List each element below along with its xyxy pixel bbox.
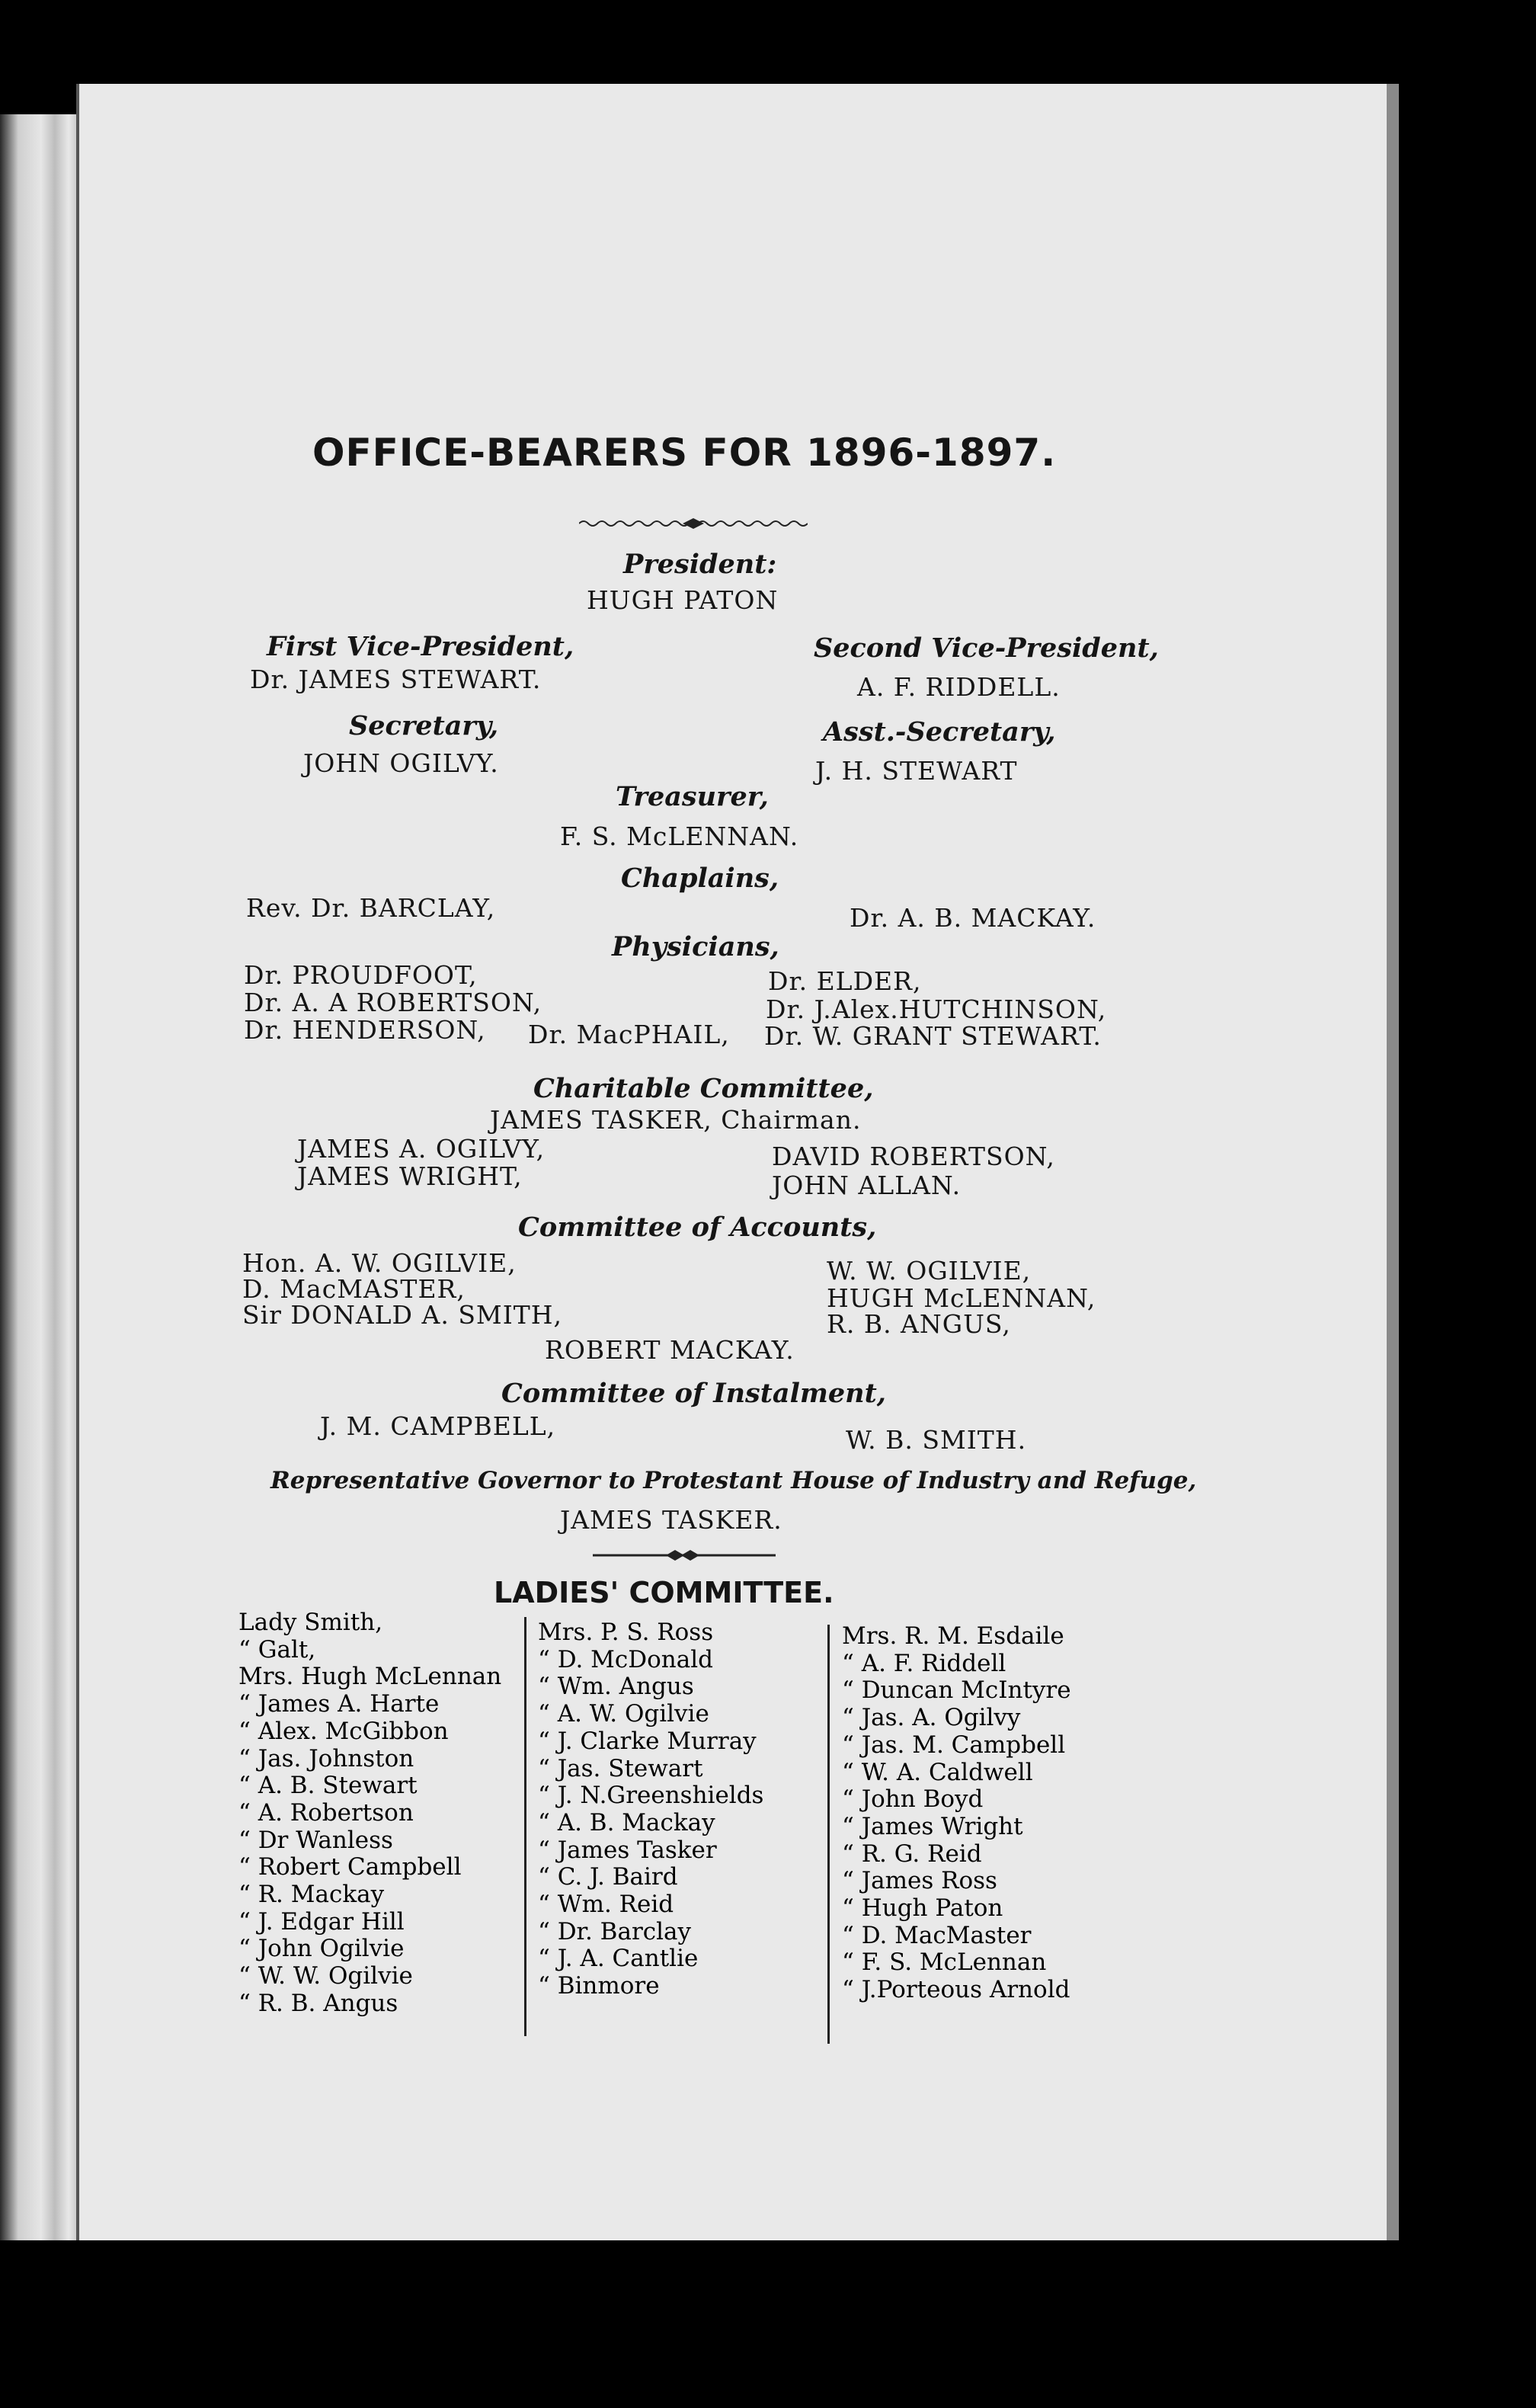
ladies-member: “ D. McDonald bbox=[538, 1645, 713, 1673]
second-vp-name: A. F. RIDDELL. bbox=[857, 672, 1061, 702]
representative-label: Representative Governor to Protestant House of Industry and Refuge, bbox=[270, 1467, 1197, 1494]
ladies-ornament bbox=[593, 1548, 776, 1562]
ladies-member: “ W. A. Caldwell bbox=[842, 1758, 1033, 1786]
ladies-member: “ W. W. Ogilvie bbox=[238, 1962, 413, 1990]
ladies-member: “ J.Porteous Arnold bbox=[842, 1976, 1070, 2004]
ladies-column-3 bbox=[842, 1623, 1071, 2004]
ladies-member: “ Wm. Angus bbox=[538, 1673, 694, 1701]
physician-proudfoot: Dr. PROUDFOOT, bbox=[244, 960, 478, 990]
ladies-member: Mrs. Hugh McLennan bbox=[238, 1663, 502, 1691]
ladies-member: “ Jas. Stewart bbox=[538, 1754, 703, 1782]
ladies-member: Mrs. R. M. Esdaile bbox=[842, 1622, 1064, 1650]
title-ornament bbox=[579, 514, 808, 533]
instalment-campbell: J. M. CAMPBELL, bbox=[320, 1411, 556, 1441]
column-divider-2 bbox=[827, 1625, 830, 2044]
charitable-label: Charitable Committee, bbox=[533, 1073, 874, 1104]
ladies-member: “ John Boyd bbox=[842, 1785, 984, 1814]
accounts-macmaster: D. MacMASTER, bbox=[242, 1274, 466, 1304]
ladies-member: “ J. A. Cantlie bbox=[538, 1945, 699, 1973]
second-vp-label: Second Vice-President, bbox=[814, 632, 1159, 664]
treasurer-name: F. S. McLENNAN. bbox=[560, 821, 799, 851]
ladies-member: “ James A. Harte bbox=[238, 1690, 440, 1718]
charitable-allan: JOHN ALLAN. bbox=[772, 1170, 962, 1200]
page-right-edge bbox=[1387, 84, 1399, 2240]
chaplain-left: Rev. Dr. BARCLAY, bbox=[246, 893, 496, 923]
physician-robertson: Dr. A. A ROBERTSON, bbox=[244, 988, 542, 1017]
charitable-wright: JAMES WRIGHT, bbox=[297, 1161, 523, 1191]
ladies-member: “ Jas. Johnston bbox=[238, 1744, 414, 1772]
physician-henderson: Dr. HENDERSON, bbox=[244, 1015, 486, 1045]
president-label: President: bbox=[623, 549, 777, 580]
first-vp-name: Dr. JAMES STEWART. bbox=[250, 664, 542, 694]
ladies-member: “ R. Mackay bbox=[238, 1881, 385, 1909]
ladies-member: “ Jas. M. Campbell bbox=[842, 1731, 1066, 1759]
ladies-member: “ A. W. Ogilvie bbox=[538, 1700, 709, 1728]
accounts-hon-ogilvie: Hon. A. W. OGILVIE, bbox=[242, 1248, 517, 1278]
ladies-member: “ D. MacMaster bbox=[842, 1921, 1032, 1949]
ladies-column-2 bbox=[538, 1619, 763, 2000]
chaplain-right: Dr. A. B. MACKAY. bbox=[850, 903, 1096, 933]
chaplains-label: Chaplains, bbox=[621, 863, 779, 894]
physician-macphail: Dr. MacPHAIL, bbox=[528, 1020, 730, 1049]
asst-secretary-name: J. H. STEWART bbox=[815, 756, 1018, 786]
charitable-robertson: DAVID ROBERTSON, bbox=[772, 1142, 1055, 1171]
ladies-member: “ John Ogilvie bbox=[238, 1935, 405, 1963]
ladies-member: “ Alex. McGibbon bbox=[238, 1717, 449, 1745]
accounts-angus: R. B. ANGUS, bbox=[827, 1309, 1011, 1339]
ladies-column-1 bbox=[238, 1609, 501, 2018]
instalment-label: Committee of Instalment, bbox=[501, 1378, 886, 1409]
president-name: HUGH PATON bbox=[587, 585, 779, 615]
ladies-member: “ R. B. Angus bbox=[238, 1989, 398, 2017]
physician-stewart: Dr. W. GRANT STEWART. bbox=[764, 1021, 1102, 1051]
ladies-member: “ James Tasker bbox=[538, 1836, 717, 1864]
charitable-ogilvy: JAMES A. OGILVY, bbox=[297, 1134, 546, 1164]
ladies-committee-title: LADIES' COMMITTEE. bbox=[494, 1576, 834, 1609]
ladies-member: “ Jas. A. Ogilvy bbox=[842, 1704, 1021, 1732]
page-title: OFFICE-BEARERS FOR 1896-1897. bbox=[312, 431, 1057, 475]
ladies-member: “ R. G. Reid bbox=[842, 1840, 982, 1868]
ladies-member: “ A. F. Riddell bbox=[842, 1649, 1006, 1677]
physicians-label: Physicians, bbox=[612, 931, 779, 962]
secretary-name: JOHN OGILVY. bbox=[303, 748, 499, 778]
ladies-member: “ James Wright bbox=[842, 1812, 1023, 1840]
secretary-label: Secretary, bbox=[349, 710, 499, 741]
ladies-member: “ J. Edgar Hill bbox=[238, 1907, 405, 1936]
ladies-member: “ Wm. Reid bbox=[538, 1891, 674, 1919]
physician-hutchinson: Dr. J.Alex.HUTCHINSON, bbox=[766, 994, 1107, 1024]
ladies-member: “ James Ross bbox=[842, 1867, 997, 1895]
asst-secretary-label: Asst.-Secretary, bbox=[823, 716, 1056, 748]
ladies-member: “ Dr Wanless bbox=[238, 1826, 393, 1854]
instalment-smith: W. B. SMITH. bbox=[846, 1425, 1027, 1455]
ladies-member: “ J. Clarke Murray bbox=[538, 1727, 757, 1755]
column-divider-1 bbox=[524, 1617, 526, 2036]
ladies-member: “ Dr. Barclay bbox=[538, 1917, 692, 1945]
accounts-smith: Sir DONALD A. SMITH, bbox=[242, 1300, 563, 1330]
accounts-mclennan: HUGH McLENNAN, bbox=[827, 1283, 1096, 1313]
ladies-member: Lady Smith, bbox=[238, 1609, 383, 1636]
ladies-member: “ F. S. McLennan bbox=[842, 1948, 1047, 1977]
representative-name: JAMES TASKER. bbox=[560, 1505, 782, 1535]
ladies-member: “ Duncan McIntyre bbox=[842, 1676, 1071, 1705]
ladies-member: “ C. J. Baird bbox=[538, 1863, 678, 1891]
ladies-member: “ A. B. Stewart bbox=[238, 1772, 418, 1800]
ladies-member: “ J. N.Greenshields bbox=[538, 1782, 764, 1810]
ladies-member: Mrs. P. S. Ross bbox=[538, 1619, 714, 1646]
ladies-member: “ A. Robertson bbox=[238, 1798, 414, 1827]
accounts-mackay: ROBERT MACKAY. bbox=[545, 1335, 795, 1365]
accounts-ww-ogilvie: W. W. OGILVIE, bbox=[827, 1256, 1032, 1286]
treasurer-label: Treasurer, bbox=[616, 781, 769, 812]
ladies-member: “ Galt, bbox=[238, 1635, 316, 1664]
accounts-label: Committee of Accounts, bbox=[518, 1212, 877, 1243]
first-vp-label: First Vice-President, bbox=[267, 631, 574, 662]
ladies-member: “ Binmore bbox=[538, 1972, 660, 2000]
physician-elder: Dr. ELDER, bbox=[768, 966, 922, 996]
ladies-member: “ Hugh Paton bbox=[842, 1894, 1003, 1923]
charitable-chairman: JAMES TASKER, Chairman. bbox=[490, 1105, 862, 1135]
ladies-member: “ A. B. Mackay bbox=[538, 1808, 715, 1836]
ladies-member: “ Robert Campbell bbox=[238, 1853, 462, 1881]
